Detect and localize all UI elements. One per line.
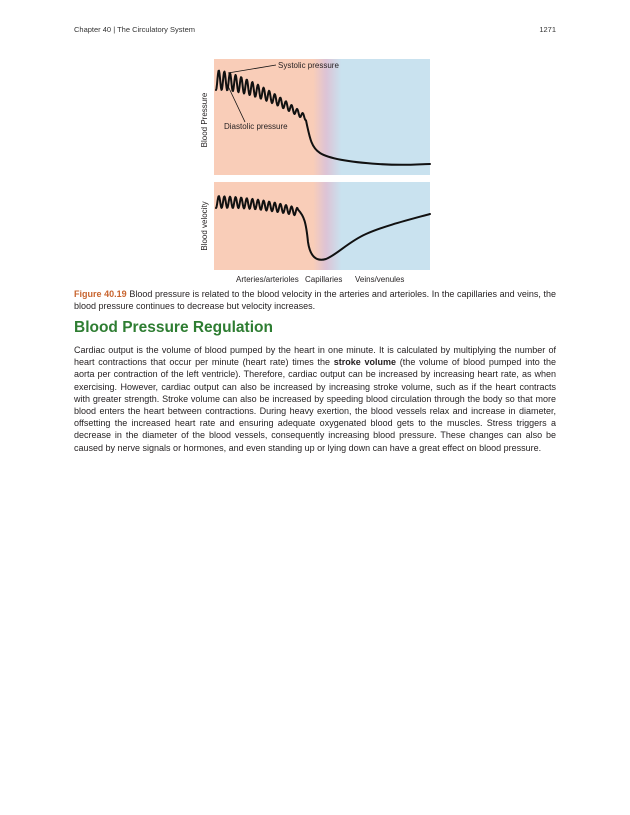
blood-pressure-velocity-figure: [198, 56, 434, 288]
velocity-panel-background: [214, 182, 430, 270]
blood-pressure-axis-label: Blood Pressure: [200, 92, 209, 148]
figure-diagram: [198, 56, 434, 288]
chapter-title: Chapter 40 | The Circulatory System: [74, 25, 196, 34]
figure-caption-text: Blood pressure is related to the blood velocity in the arteries and arterioles. In the capillaries and veins, the blood pressure continues to decrease but velocity increases.: [74, 289, 556, 311]
region-label-veins: Veins/venules: [355, 275, 405, 284]
running-header: [74, 25, 556, 34]
figure-caption-label: Figure 40.19: [74, 289, 127, 299]
stroke-volume-term: stroke volume: [333, 357, 397, 368]
blood-velocity-axis-label: Blood velocity: [200, 201, 209, 251]
systolic-label: Systolic pressure: [278, 61, 339, 70]
region-label-arteries: Arteries/arterioles: [236, 275, 299, 284]
region-label-capillaries: Capillaries: [305, 275, 343, 284]
diastolic-label: Diastolic pressure: [224, 122, 288, 131]
figure-caption: [74, 288, 556, 312]
page-number: 1271: [539, 25, 556, 34]
paragraph-text-1: Cardiac output is the volume of blood pumped by the heart in one minute. It is calculated by multiplying the number of heart contractions that occur per minute (heart rate) times the: [74, 345, 556, 368]
section-heading: Blood Pressure Regulation: [74, 319, 273, 336]
body-paragraph: [74, 344, 556, 454]
pressure-panel-background: [214, 59, 430, 175]
paragraph-text-2: (the volume of blood pumped into the aorta per contraction of the left ventricle). Therefore, cardiac output can be increased by increasing heart rate, as when exercising. However, cardiac output can also be increased by increasing stroke volume, such as if the heart contracts with greater strength. Stroke volume can also be increased by speeding blood circulation through the body so that more blood enters the heart between contractions. During heavy exertion, the blood vessels relax and increase in diameter, offsetting the increased heart rate and ensuring adequate oxygenated blood gets to the muscles. Stress triggers a decrease in the diameter of the blood vessels, consequently increasing blood pressure. These changes can also be caused by nerve signals or hormones, and even standing up or lying down can have a great effect on blood pressure.: [74, 357, 556, 453]
